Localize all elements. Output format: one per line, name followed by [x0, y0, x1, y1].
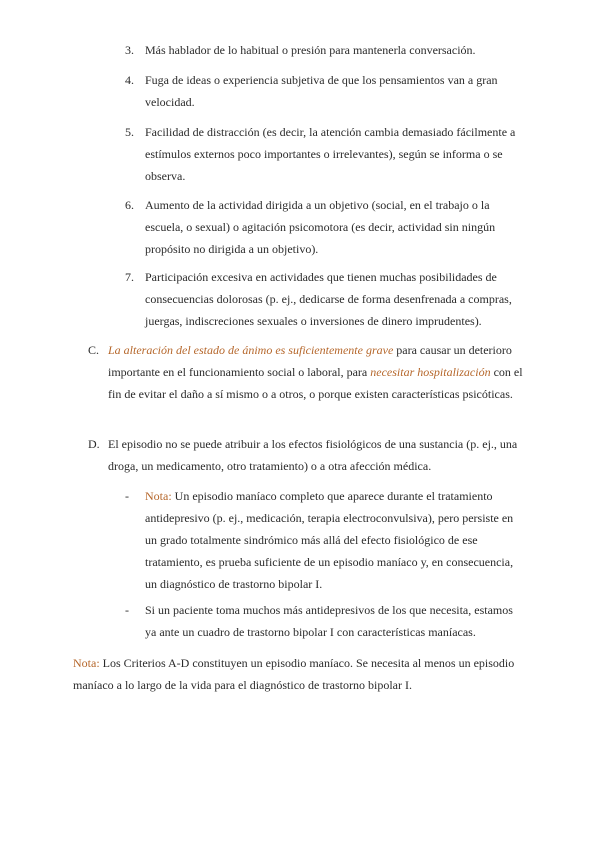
note-label: Nota:	[145, 489, 172, 503]
item-text: Participación excesiva en actividades que tienen muchas posibilidades de consecuencias dolorosas (p. ej., dedicarse de forma desenfrenada a compras, juergas, indiscreciones sexuales o inversiones de dinero imprudentes).	[145, 270, 512, 328]
criterion-c	[88, 339, 526, 405]
item-text: Fuga de ideas o experiencia subjetiva de que los pensamientos van a gran velocidad.	[145, 73, 498, 109]
list-item	[125, 266, 525, 332]
final-note-text: Los Criterios A-D constituyen un episodio maníaco. Se necesita al menos un episodio maníaco a lo largo de la vida para el diagnóstico de trastorno bipolar I.	[73, 656, 515, 692]
item-number: 3.	[125, 43, 134, 57]
criterion-c-text-2: con el fin de evitar el daño a sí mismo o a otros, o porque existen características psicóticas.	[108, 365, 523, 401]
criterion-text: El episodio no se puede atribuir a los efectos fisiológicos de una sustancia (p. ej., una droga, un medicamento, otro tratamiento) o a otra afección médica.	[108, 437, 518, 473]
list-item	[125, 121, 525, 187]
item-number: 7.	[125, 270, 134, 284]
sub-bullet-body: Un episodio maníaco completo que aparece durante el tratamiento antidepresivo (p. ej., medicación, terapia electroconvulsiva), pero persiste en un grado totalmente sindrómico más allá del efecto fisiológico de ese tratamiento, es prueba suficiente de un episodio maníaco y, en consecuencia, un diagnóstico de trastorno bipolar I.	[145, 489, 514, 591]
criterion-c-emphasis: La alteración del estado de ánimo es suficientemente grave	[108, 343, 394, 357]
sub-bullet-text	[145, 485, 520, 595]
dash-marker: -	[125, 489, 129, 503]
item-number: 4.	[125, 73, 134, 87]
list-item	[125, 39, 525, 61]
item-text: Más hablador de lo habitual o presión para mantenerla conversación.	[145, 43, 476, 57]
criterion-d	[88, 433, 526, 477]
sub-bullet	[125, 599, 520, 643]
criterion-c-text-1: para causar un deterioro importante en el funcionamiento social o laboral, para	[108, 343, 512, 379]
item-number: 6.	[125, 198, 134, 212]
item-text: Aumento de la actividad dirigida a un objetivo (social, en el trabajo o la escuela, o sexual) o agitación psicomotora (es decir, actividad sin ningún propósito no dirigida a un objetivo).	[145, 198, 496, 256]
criterion-text	[108, 339, 526, 405]
criterion-letter: C.	[88, 343, 100, 357]
sub-bullet	[125, 485, 520, 595]
note-label: Nota:	[73, 656, 100, 670]
criterion-letter: D.	[88, 437, 100, 451]
dash-marker: -	[125, 603, 129, 617]
item-number: 5.	[125, 125, 134, 139]
list-item	[125, 194, 525, 260]
sub-bullet-text: Si un paciente toma muchos más antidepresivos de los que necesita, estamos ya ante un cuadro de trastorno bipolar I con características maníacas.	[145, 603, 513, 639]
final-note	[73, 652, 533, 696]
list-item	[125, 69, 525, 113]
hospitalization-emphasis: necesitar hospitalización	[370, 365, 491, 379]
item-text: Facilidad de distracción (es decir, la atención cambia demasiado fácilmente a estímulos externos poco importantes o irrelevantes), según se informa o se observa.	[145, 125, 516, 183]
